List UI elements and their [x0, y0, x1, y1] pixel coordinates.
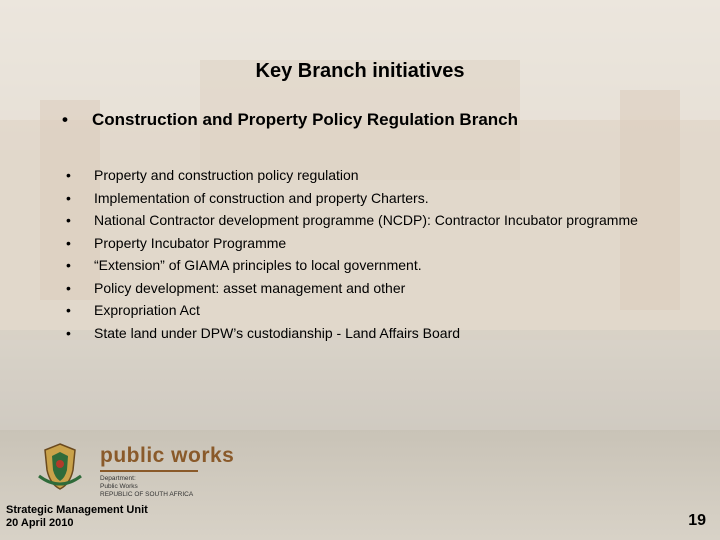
branch-heading	[62, 110, 518, 130]
bullet-icon: •	[66, 234, 71, 251]
logo-subline: Department:	[100, 475, 136, 482]
coat-of-arms-icon	[35, 440, 85, 492]
page-number: 19	[688, 512, 706, 529]
logo-divider	[100, 470, 198, 472]
public-works-logo	[100, 444, 234, 499]
bullet-icon: •	[66, 167, 71, 183]
list-item: • National Contractor development programme (NCDP): Contractor Incubator programme	[66, 209, 656, 232]
bullet-icon: •	[66, 212, 71, 228]
bullet-icon: •	[66, 324, 71, 341]
bullet-icon: •	[66, 189, 71, 206]
branch-heading-text: Construction and Property Policy Regulation Branch	[92, 110, 518, 129]
initiatives-list	[66, 164, 656, 344]
footer-unit: Strategic Management Unit	[6, 504, 148, 516]
list-item: • Expropriation Act	[66, 299, 656, 322]
list-item: • Policy development: asset management and other	[66, 277, 656, 300]
list-item: • “Extension” of GIAMA principles to local government.	[66, 254, 656, 277]
slide-title: Key Branch initiatives	[255, 60, 465, 82]
bullet-icon: •	[62, 110, 68, 129]
bullet-icon: •	[66, 257, 71, 273]
list-item: • State land under DPW’s custodianship - Land Affairs Board	[66, 322, 656, 345]
bullet-icon: •	[66, 302, 71, 318]
logo-subline: REPUBLIC OF SOUTH AFRICA	[100, 491, 194, 498]
list-item: • Implementation of construction and property Charters.	[66, 187, 656, 210]
list-item: • Property Incubator Programme	[66, 232, 656, 255]
list-item: • Property and construction policy regulation	[66, 164, 656, 187]
logo-subline: Public Works	[100, 483, 138, 490]
footer-info	[6, 504, 148, 530]
logo-name: public works	[100, 444, 235, 467]
bullet-icon: •	[66, 279, 71, 296]
footer-date: 20 April 2010	[6, 517, 74, 529]
